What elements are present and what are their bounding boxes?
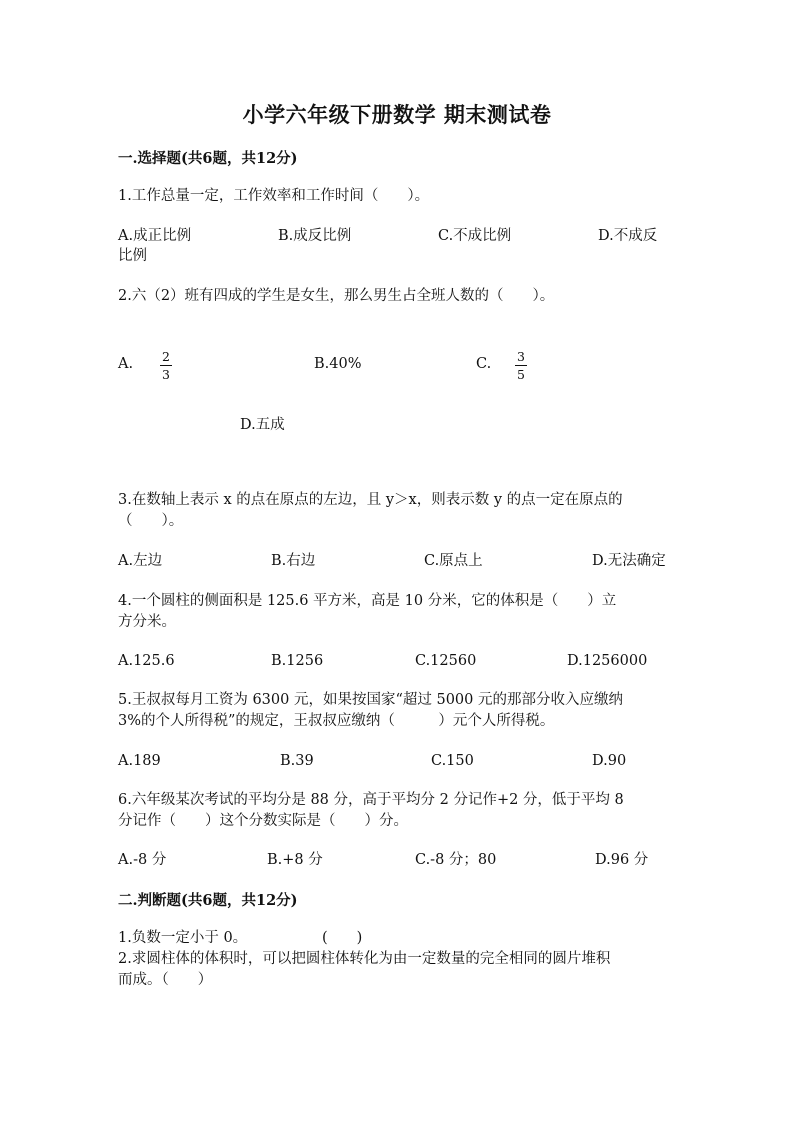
fraction-numerator: 2 xyxy=(162,349,170,364)
section-heading-choice: 一.选择题(共6题，共12分) xyxy=(118,150,298,167)
question-1-option-d: D.不成反 xyxy=(598,228,658,244)
question-6-option-a: A.-8 分 xyxy=(118,852,167,868)
judgement-2-line2: 而成。（ ） xyxy=(118,972,213,988)
question-1-option-a: A.成正比例 xyxy=(118,228,192,244)
fraction-numerator: 3 xyxy=(517,349,525,364)
question-6-option-d: D.96 分 xyxy=(595,852,649,868)
question-6-option-c: C.-8 分；80 xyxy=(415,852,497,868)
question-3-option-c: C.原点上 xyxy=(424,553,483,569)
question-3-stem-line1: 3.在数轴上表示 x 的点在原点的左边，且 y＞x，则表示数 y 的点一定在原点的 xyxy=(118,492,623,508)
question-4-option-d: D.1256000 xyxy=(567,653,648,669)
question-5-stem-line2: 3%的个人所得税”的规定，王叔叔应缴纳（ ）元个人所得税。 xyxy=(118,713,555,729)
question-2-option-b: B.40% xyxy=(314,356,362,372)
question-2-fraction-a xyxy=(160,349,172,381)
question-2-stem: 2.六（2）班有四成的学生是女生，那么男生占全班人数的（ ）。 xyxy=(118,288,555,304)
question-4-stem-line2: 方分米。 xyxy=(118,614,176,630)
question-3-option-b: B.右边 xyxy=(271,553,316,569)
question-5-option-c: C.150 xyxy=(431,753,474,769)
question-4-option-a: A.125.6 xyxy=(118,653,175,669)
question-2-option-c: C. xyxy=(476,356,492,372)
question-1-option-c: C.不成比例 xyxy=(438,228,512,244)
question-5-option-a: A.189 xyxy=(118,753,161,769)
question-4-option-c: C.12560 xyxy=(415,653,477,669)
fraction-denominator: 3 xyxy=(162,367,170,382)
question-2-option-d: D.五成 xyxy=(240,417,285,433)
judgement-2-line1: 2.求圆柱体的体积时，可以把圆柱体转化为由一定数量的完全相同的圆片堆积 xyxy=(118,951,611,967)
question-3-option-d: D.无法确定 xyxy=(592,553,666,569)
question-6-stem-line2: 分记作（ ）这个分数实际是（ ）分。 xyxy=(118,813,408,829)
question-6-option-b: B.+8 分 xyxy=(267,852,323,868)
question-6-stem-line1: 6.六年级某次考试的平均分是 88 分，高于平均分 2 分记作+2 分，低于平均 8 xyxy=(118,792,624,808)
question-1-option-d-wrap: 比例 xyxy=(118,248,147,264)
question-2-option-a: A. xyxy=(118,356,134,372)
page-title: 小学六年级下册数学 期末测试卷 xyxy=(242,102,552,127)
question-4-stem-line1: 4.一个圆柱的侧面积是 125.6 平方米，高是 10 分米，它的体积是（ ）立 xyxy=(118,593,617,609)
fraction-denominator: 5 xyxy=(517,367,525,382)
question-4-option-b: B.1256 xyxy=(271,653,324,669)
question-5-option-b: B.39 xyxy=(280,753,314,769)
question-1-stem: 1.工作总量一定，工作效率和工作时间（ ）。 xyxy=(118,188,430,204)
judgement-1-text: 1.负数一定小于 0。 xyxy=(118,930,248,946)
question-5-option-d: D.90 xyxy=(592,753,627,769)
question-2-fraction-c xyxy=(515,349,527,381)
question-3-option-a: A.左边 xyxy=(118,553,163,569)
judgement-1-blank: ( ) xyxy=(322,930,363,946)
question-3-stem-line2: （ ）。 xyxy=(118,513,184,529)
question-1-option-b: B.成反比例 xyxy=(278,228,352,244)
section-heading-judgement: 二.判断题(共6题，共12分) xyxy=(118,892,298,909)
question-5-stem-line1: 5.王叔叔每月工资为 6300 元，如果按国家“超过 5000 元的那部分收入应缴纳 xyxy=(118,692,623,708)
